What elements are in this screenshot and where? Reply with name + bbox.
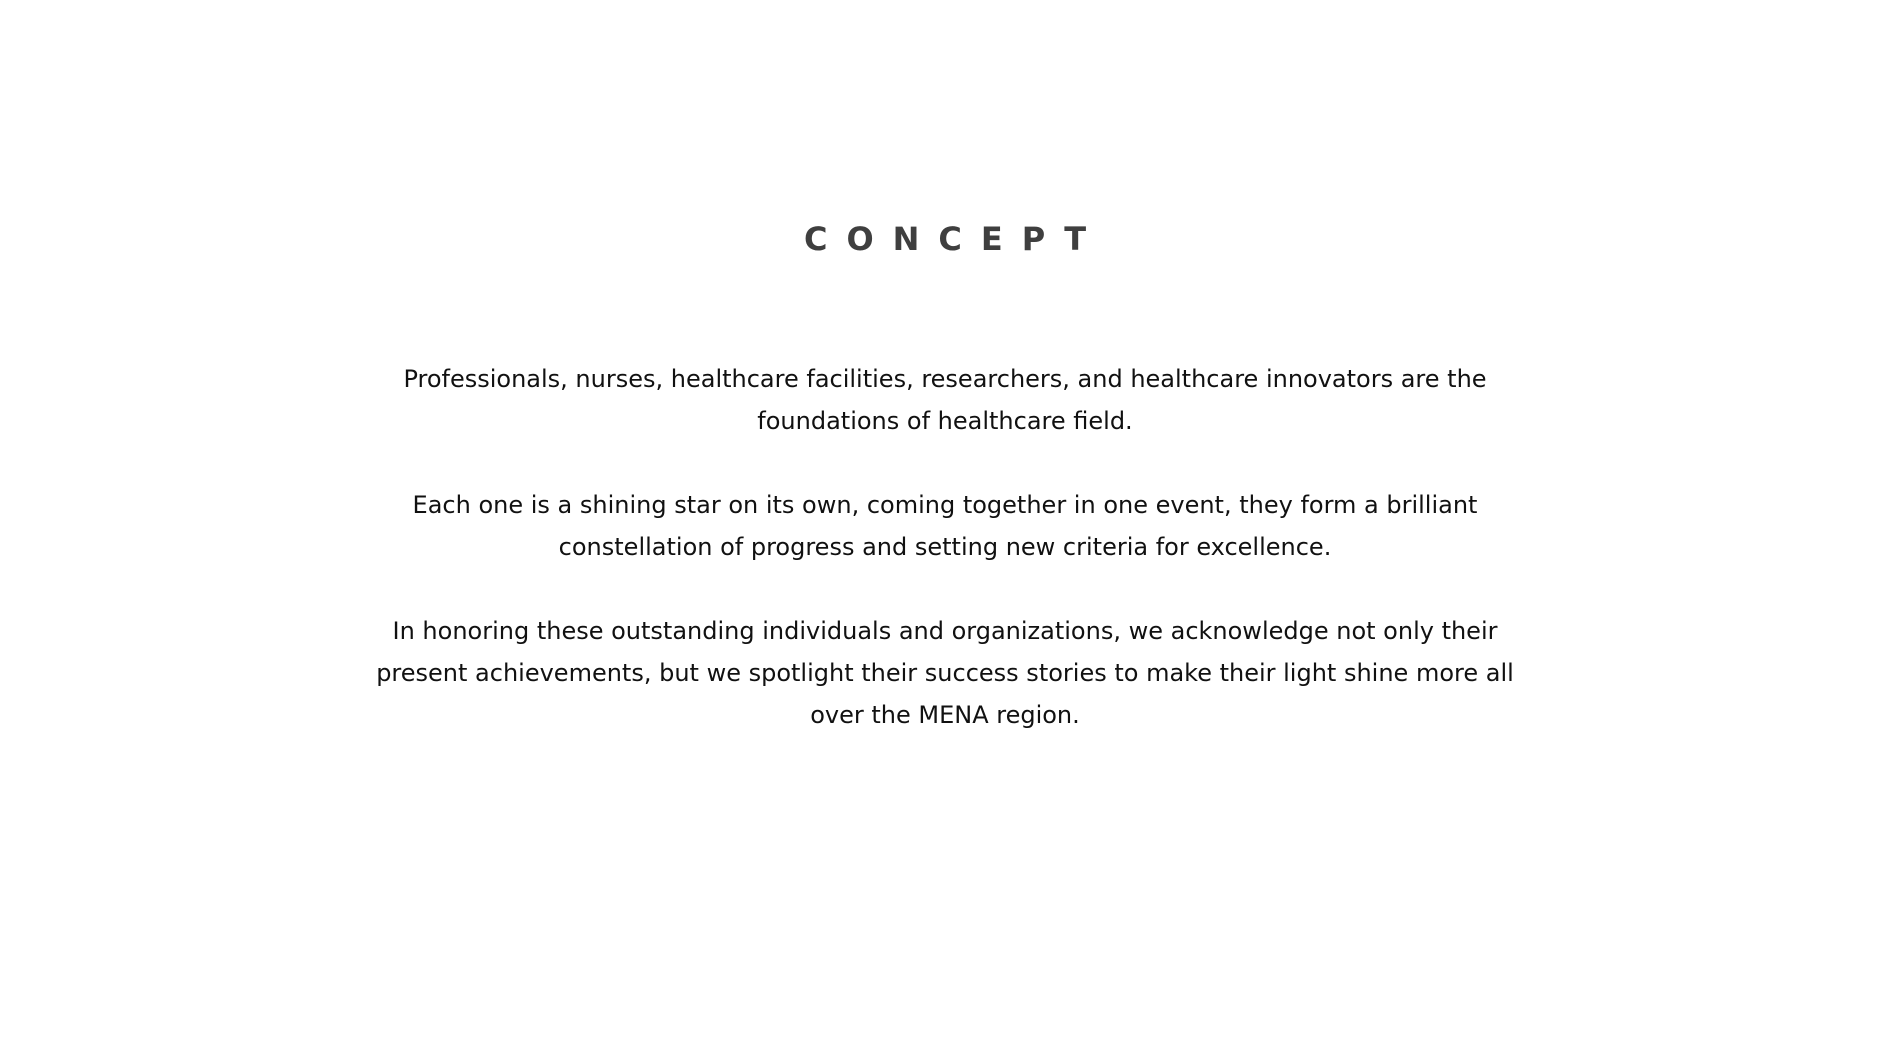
paragraph-2: Each one is a shining star on its own, coming together in one event, they form a brilliant constellation of progress and setting new criteria for excellence. xyxy=(412,491,1478,561)
paragraph-1: Professionals, nurses, healthcare facilities, researchers, and healthcare innovators are the foundations of healthcare field. xyxy=(403,365,1487,435)
concept-body xyxy=(370,358,1520,736)
slide-title: CONCEPT xyxy=(803,220,1106,258)
paragraph-3: In honoring these outstanding individuals and organizations, we acknowledge not only their present achievements, but we spotlight their success stories to make their light shine more all over the MENA region. xyxy=(376,617,1514,729)
